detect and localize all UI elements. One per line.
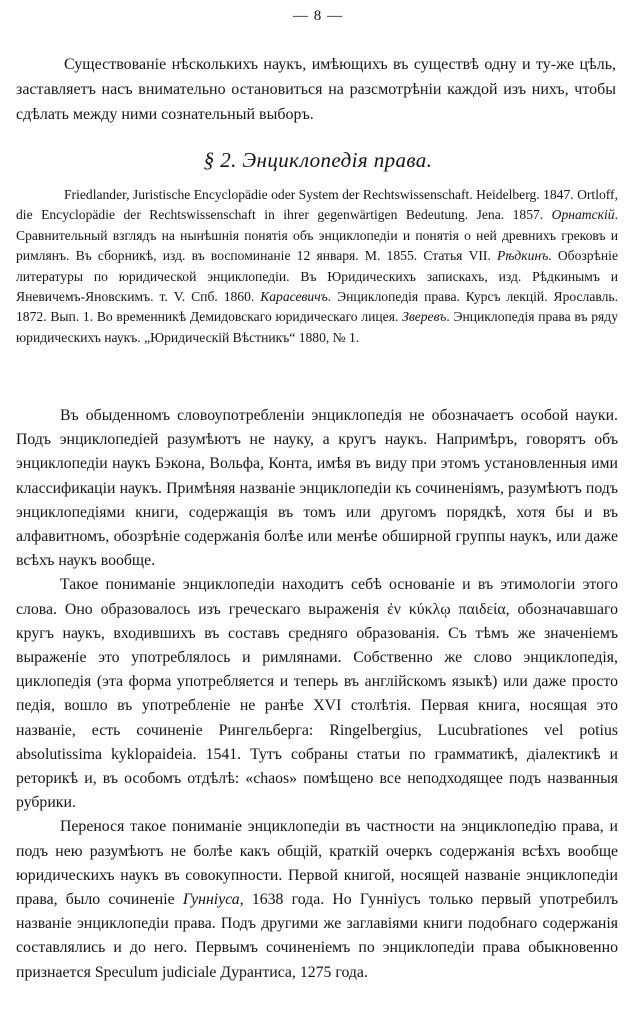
body-text-run: Перенося такое пониманіе энциклопедіи въ частности на энциклопедію права, и подъ нею разумѣютъ не болѣе какъ общій, краткій очеркъ содержанія всѣхъ вообще юридическихъ наукъ въ совокупности. Первой книгой, носящей названіе энциклопедіи права, было сочиненіе [16,818,618,909]
bibliography-text: Friedlander, Juristische Encyclopädie oder System der Rechtswissenschaft. Heidelberg. 1847. Ortloff, die Encyclopädie der Rechtswissenschaft in ihrer gegenwärtigen Bedeutung. Jena. 1857. [16,187,618,223]
body-paragraph: Такое пониманіе энциклопедіи находитъ себѣ основаніе и въ этимологіи этого слова. Оно образовалось изъ греческаго выраженія ἐν κύκλῳ παιδεία, обозначавшаго кругъ наукъ, входившихъ въ составъ средняго образованія. Съ тѣмъ же значеніемъ выраженіе это употреблялось и римлянами. Собственно же слово энциклопедія, циклопедія (эта форма употребляется и теперь въ англійскомъ языкѣ) или даже просто педія, вошло въ употребленіе не ранѣе XVI столѣтія. Первая книга, носящая это названіе, есть сочиненіе Рингельберга: Ringelbergius, Lucubrationes vel potius absolutissima kyklopaideia. 1541. Тутъ собраны статьи по грамматикѣ, діалектикѣ и реторикѣ и, въ особомъ отдѣлѣ: «chaos» помѣщено все неподходящее подъ названныя рубрики. [16,576,618,812]
section-title: § 2. Энциклопедія права. [203,148,433,172]
page-number: — 8 — [293,8,343,24]
body-author: Гунніуса [182,891,240,909]
bibliography-text: . Энциклопедія права. Курсъ лекцій. Ярославль. 1872. Вып. 1. Во временникѣ Демидовскаго юридическаго лицея. [16,289,618,325]
intro-paragraph: Существованіе нѣсколькихъ наукъ, имѣющихъ въ существѣ одну и ту-же цѣль, заставляетъ насъ внимательно остановиться на разсмотрѣніи каждой изъ нихъ, чтобы сдѣлать между ними сознательный выборъ. [16,56,616,123]
body-text-run: , 1638 года. Но Гунніусъ только первый употребилъ названіе энциклопедіи права. Подъ другими же заглавіями книги подобнаго содержанія составлялись и до него. Первымъ сочиненіемъ по энциклопедіи права обыкновенно признается Speculum judiciale Дурантиса, 1275 года. [16,891,618,981]
bibliography-text: . Сравнительный взглядъ на нынѣшнія понятія объ энциклопедіи и понятія о ней древнихъ грековъ и римлянъ. Въ сборникѣ, изд. въ воспоминаніе 12 января. М. 1855. Статья VII. [16,207,618,264]
bibliography-text: . Энциклопедія права въ ряду юридическихъ наукъ. „Юридическій Вѣстникъ“ 1880, № 1. [16,309,618,345]
body-paragraph [16,815,618,984]
bibliography-author: Карасевичъ [260,289,328,305]
bibliography-author: Зверевъ [402,309,447,325]
bibliography-text: . Обозрѣніе литературы по юридической энциклопедіи. Въ Юридическихъ запискахъ, изд. Рѣдкинымъ и Яневичемъ-Яновскимъ. т. V. Спб. 1860. [16,248,618,305]
body-text [16,404,618,985]
bibliography-author: Рѣдкинъ [497,248,549,264]
bibliography-author: Орнатскій [551,207,615,223]
body-paragraph: Въ обыденномъ словоупотребленіи энциклопедія не обозначаетъ особой науки. Подъ энциклопедіей разумѣютъ не науку, а кругъ наукъ. Напримѣръ, говорятъ объ энциклопедіи наукъ Бэкона, Вольфа, Конта, имѣя въ виду при этомъ установленныя ими классификаціи наукъ. Примѣняя названіе энциклопедіи къ сочиненіямъ, разумѣютъ подъ энциклопедіями книги, содержащія въ томъ или другомъ порядкѣ, хотя бы и въ алфавитномъ, обозрѣніе содержанія болѣе или менѣе обширной группы наукъ, или даже всѣхъ наукъ вообще. [16,407,618,570]
bibliography-paragraph [16,185,618,348]
